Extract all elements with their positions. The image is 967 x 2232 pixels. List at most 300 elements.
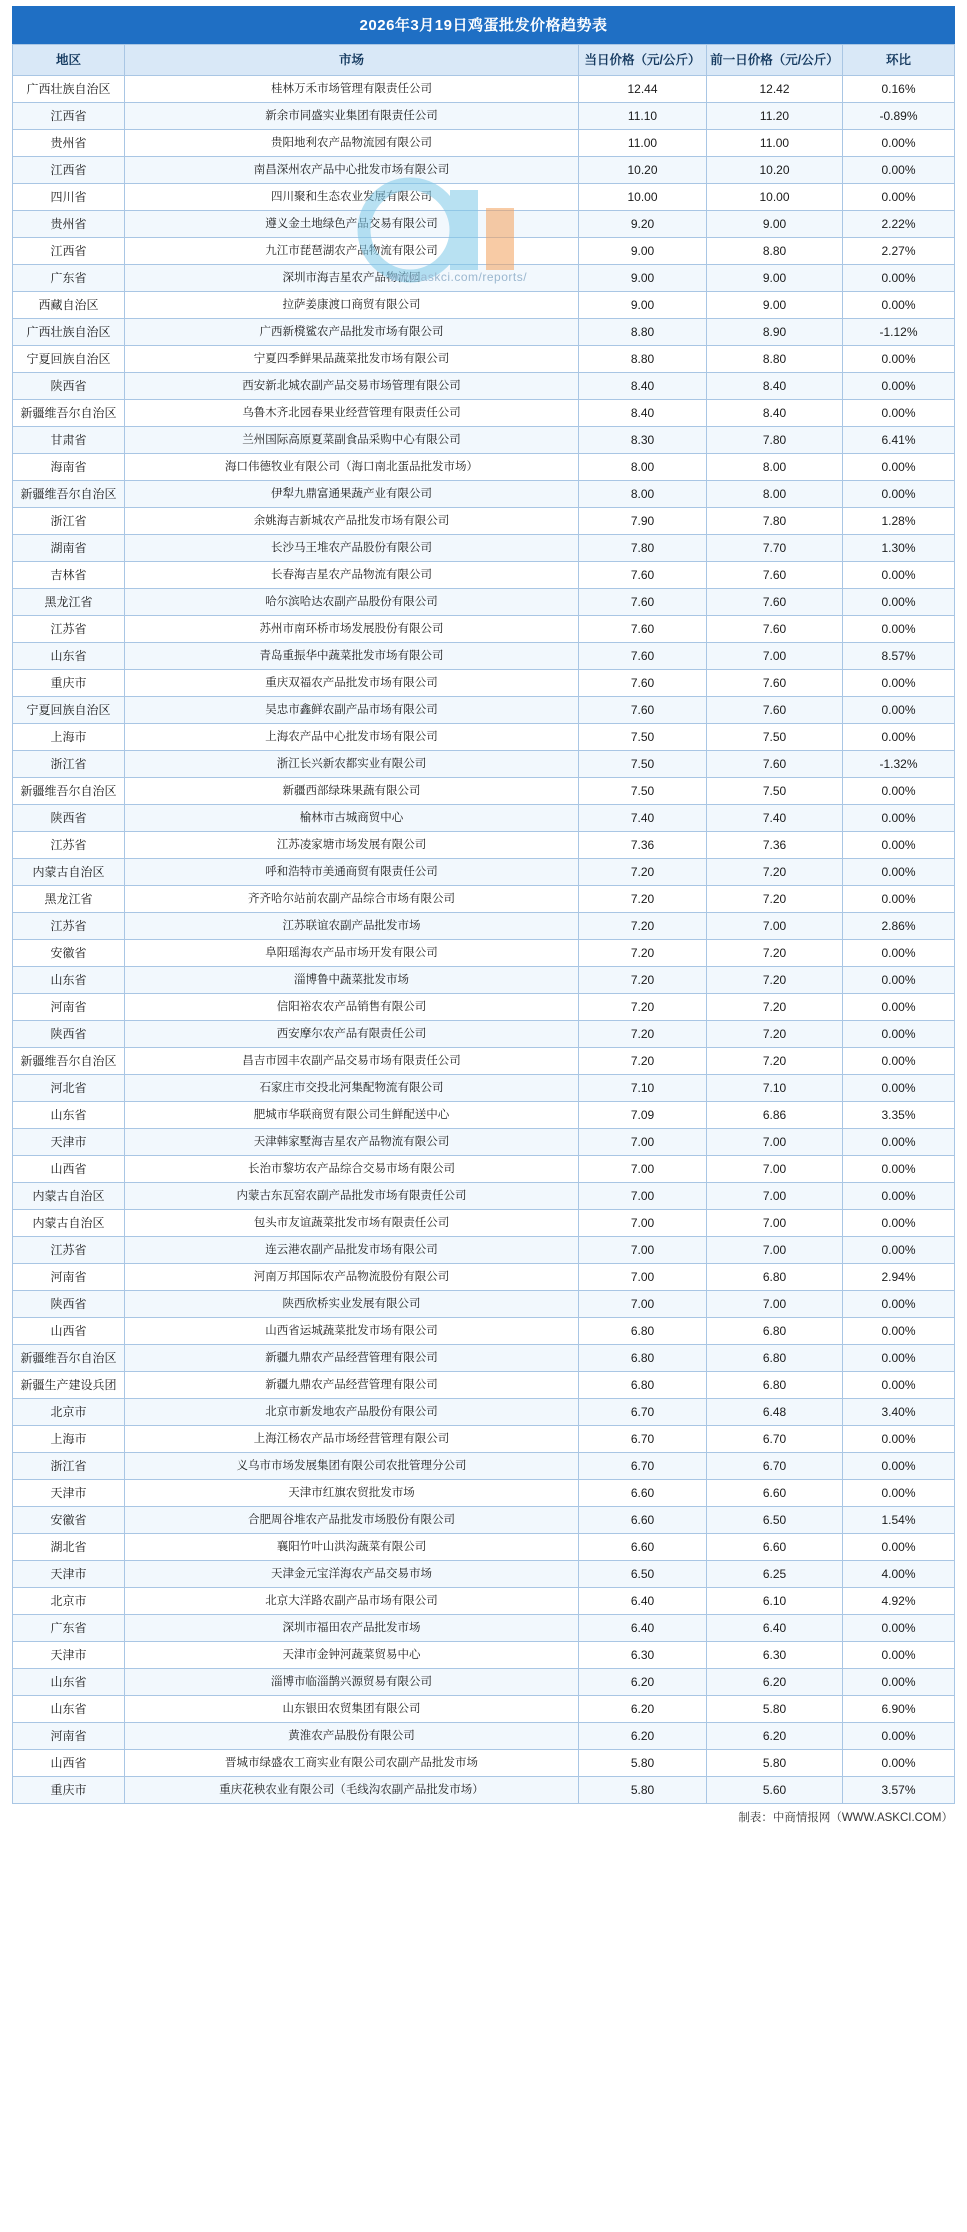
- table-row: [13, 616, 955, 643]
- cell-market: 石家庄市交投北河集配物流有限公司: [125, 1075, 579, 1102]
- cell-market: 乌鲁木齐北园春果业经营管理有限责任公司: [125, 400, 579, 427]
- table-row: [13, 913, 955, 940]
- cell-market: 拉萨姜康渡口商贸有限公司: [125, 292, 579, 319]
- cell-market: 贵阳地利农产品物流园有限公司: [125, 130, 579, 157]
- cell-region: 北京市: [13, 1588, 125, 1615]
- cell-region: 江西省: [13, 157, 125, 184]
- table-row: [13, 1318, 955, 1345]
- table-row: [13, 643, 955, 670]
- cell-region: 山西省: [13, 1750, 125, 1777]
- cell-previous-price: 7.60: [707, 616, 843, 643]
- cell-market: 北京大洋路农副产品市场有限公司: [125, 1588, 579, 1615]
- table-row: [13, 508, 955, 535]
- cell-chain-ratio: 1.30%: [843, 535, 955, 562]
- cell-market: 长春海吉星农产品物流有限公司: [125, 562, 579, 589]
- cell-chain-ratio: 0.00%: [843, 1453, 955, 1480]
- cell-previous-price: 7.80: [707, 508, 843, 535]
- cell-chain-ratio: 3.40%: [843, 1399, 955, 1426]
- table-row: [13, 1507, 955, 1534]
- cell-region: 广东省: [13, 265, 125, 292]
- table-row: [13, 238, 955, 265]
- cell-previous-price: 8.40: [707, 400, 843, 427]
- cell-market: 深圳市海吉星农产品物流园: [125, 265, 579, 292]
- cell-today-price: 8.40: [579, 400, 707, 427]
- cell-market: 河南万邦国际农产品物流股份有限公司: [125, 1264, 579, 1291]
- table-row: [13, 373, 955, 400]
- cell-market: 呼和浩特市美通商贸有限责任公司: [125, 859, 579, 886]
- cell-previous-price: 5.60: [707, 1777, 843, 1804]
- cell-previous-price: 11.00: [707, 130, 843, 157]
- cell-today-price: 6.50: [579, 1561, 707, 1588]
- cell-region: 湖南省: [13, 535, 125, 562]
- cell-market: 北京市新发地农产品股份有限公司: [125, 1399, 579, 1426]
- cell-region: 江苏省: [13, 1237, 125, 1264]
- table-row: [13, 1156, 955, 1183]
- cell-chain-ratio: -1.12%: [843, 319, 955, 346]
- cell-today-price: 6.40: [579, 1588, 707, 1615]
- cell-today-price: 7.00: [579, 1237, 707, 1264]
- cell-market: 上海农产品中心批发市场有限公司: [125, 724, 579, 751]
- cell-chain-ratio: 0.00%: [843, 1534, 955, 1561]
- cell-previous-price: 10.20: [707, 157, 843, 184]
- cell-region: 广西壮族自治区: [13, 76, 125, 103]
- cell-today-price: 6.20: [579, 1669, 707, 1696]
- cell-chain-ratio: 4.00%: [843, 1561, 955, 1588]
- cell-chain-ratio: 2.94%: [843, 1264, 955, 1291]
- cell-region: 天津市: [13, 1129, 125, 1156]
- cell-today-price: 8.30: [579, 427, 707, 454]
- cell-chain-ratio: 0.00%: [843, 1750, 955, 1777]
- column-header-chain-ratio: 环比: [843, 45, 955, 76]
- cell-previous-price: 7.10: [707, 1075, 843, 1102]
- cell-chain-ratio: 0.00%: [843, 1021, 955, 1048]
- table-row: [13, 1642, 955, 1669]
- table-row: [13, 724, 955, 751]
- cell-today-price: 6.60: [579, 1480, 707, 1507]
- cell-today-price: 10.00: [579, 184, 707, 211]
- cell-today-price: 11.00: [579, 130, 707, 157]
- table-row: [13, 1102, 955, 1129]
- table-row: [13, 1075, 955, 1102]
- cell-today-price: 6.20: [579, 1723, 707, 1750]
- cell-previous-price: 7.20: [707, 859, 843, 886]
- cell-region: 河南省: [13, 994, 125, 1021]
- cell-region: 黑龙江省: [13, 886, 125, 913]
- cell-previous-price: 7.20: [707, 967, 843, 994]
- column-header-today-price: 当日价格（元/公斤）: [579, 45, 707, 76]
- cell-market: 山西省运城蔬菜批发市场有限公司: [125, 1318, 579, 1345]
- cell-chain-ratio: 3.57%: [843, 1777, 955, 1804]
- cell-chain-ratio: 0.00%: [843, 832, 955, 859]
- table-row: [13, 994, 955, 1021]
- cell-today-price: 9.00: [579, 238, 707, 265]
- cell-chain-ratio: 0.00%: [843, 940, 955, 967]
- cell-market: 齐齐哈尔站前农副产品综合市场有限公司: [125, 886, 579, 913]
- table-row: [13, 1777, 955, 1804]
- cell-market: 肥城市华联商贸有限公司生鲜配送中心: [125, 1102, 579, 1129]
- cell-market: 广西新櫈鲨农产品批发市场有限公司: [125, 319, 579, 346]
- table-row: [13, 1291, 955, 1318]
- cell-previous-price: 9.00: [707, 292, 843, 319]
- cell-today-price: 7.20: [579, 859, 707, 886]
- cell-market: 新余市同盛实业集团有限责任公司: [125, 103, 579, 130]
- table-row: [13, 1237, 955, 1264]
- cell-chain-ratio: 0.00%: [843, 670, 955, 697]
- cell-market: 合肥周谷堆农产品批发市场股份有限公司: [125, 1507, 579, 1534]
- cell-chain-ratio: 1.54%: [843, 1507, 955, 1534]
- cell-previous-price: 6.40: [707, 1615, 843, 1642]
- cell-market: 浙江长兴新农都实业有限公司: [125, 751, 579, 778]
- cell-previous-price: 6.48: [707, 1399, 843, 1426]
- table-row: [13, 157, 955, 184]
- table-row: [13, 1453, 955, 1480]
- cell-chain-ratio: 0.00%: [843, 157, 955, 184]
- cell-market: 新疆九鼎农产品经营管理有限公司: [125, 1372, 579, 1399]
- cell-previous-price: 7.00: [707, 1129, 843, 1156]
- cell-region: 甘肃省: [13, 427, 125, 454]
- cell-previous-price: 7.80: [707, 427, 843, 454]
- cell-region: 新疆生产建设兵团: [13, 1372, 125, 1399]
- cell-region: 山东省: [13, 1102, 125, 1129]
- cell-chain-ratio: 4.92%: [843, 1588, 955, 1615]
- cell-chain-ratio: 0.00%: [843, 589, 955, 616]
- table-row: [13, 967, 955, 994]
- cell-chain-ratio: 0.00%: [843, 1291, 955, 1318]
- cell-market: 新疆九鼎农产品经营管理有限公司: [125, 1345, 579, 1372]
- cell-previous-price: 5.80: [707, 1750, 843, 1777]
- cell-region: 河南省: [13, 1723, 125, 1750]
- cell-region: 河北省: [13, 1075, 125, 1102]
- cell-market: 桂林万禾市场管理有限责任公司: [125, 76, 579, 103]
- table-row: [13, 589, 955, 616]
- cell-today-price: 7.50: [579, 778, 707, 805]
- cell-region: 新疆维吾尔自治区: [13, 1345, 125, 1372]
- cell-region: 天津市: [13, 1642, 125, 1669]
- cell-today-price: 5.80: [579, 1750, 707, 1777]
- table-footer-note: 制表：中商情报网（WWW.ASKCI.COM）: [738, 1812, 953, 1824]
- cell-chain-ratio: 0.00%: [843, 1345, 955, 1372]
- cell-today-price: 7.00: [579, 1183, 707, 1210]
- cell-previous-price: 7.20: [707, 1021, 843, 1048]
- page-title: 2026年3月19日鸡蛋批发价格趋势表: [12, 6, 955, 44]
- table-row: [13, 1750, 955, 1777]
- cell-region: 西藏自治区: [13, 292, 125, 319]
- table-row: [13, 1696, 955, 1723]
- cell-region: 安徽省: [13, 1507, 125, 1534]
- table-row: [13, 1723, 955, 1750]
- cell-today-price: 7.00: [579, 1129, 707, 1156]
- cell-today-price: 7.20: [579, 886, 707, 913]
- table-row: [13, 670, 955, 697]
- cell-previous-price: 11.20: [707, 103, 843, 130]
- cell-region: 新疆维吾尔自治区: [13, 481, 125, 508]
- cell-chain-ratio: 0.00%: [843, 1237, 955, 1264]
- cell-today-price: 7.60: [579, 643, 707, 670]
- cell-market: 义乌市市场发展集团有限公司农批管理分公司: [125, 1453, 579, 1480]
- cell-market: 天津市红旗农贸批发市场: [125, 1480, 579, 1507]
- cell-region: 重庆市: [13, 1777, 125, 1804]
- cell-today-price: 8.80: [579, 319, 707, 346]
- table-row: [13, 1372, 955, 1399]
- cell-region: 陕西省: [13, 1021, 125, 1048]
- cell-previous-price: 6.30: [707, 1642, 843, 1669]
- egg-price-table: [12, 44, 955, 1804]
- cell-today-price: 7.20: [579, 994, 707, 1021]
- cell-chain-ratio: 0.00%: [843, 1156, 955, 1183]
- cell-market: 天津市金钟河蔬菜贸易中心: [125, 1642, 579, 1669]
- cell-previous-price: 8.80: [707, 238, 843, 265]
- cell-previous-price: 8.90: [707, 319, 843, 346]
- cell-previous-price: 7.60: [707, 562, 843, 589]
- cell-previous-price: 7.00: [707, 643, 843, 670]
- table-row: [13, 454, 955, 481]
- cell-today-price: 6.60: [579, 1534, 707, 1561]
- cell-previous-price: 6.70: [707, 1426, 843, 1453]
- table-row: [13, 886, 955, 913]
- cell-today-price: 6.80: [579, 1372, 707, 1399]
- cell-region: 北京市: [13, 1399, 125, 1426]
- table-row: [13, 1183, 955, 1210]
- table-row: [13, 751, 955, 778]
- cell-region: 河南省: [13, 1264, 125, 1291]
- table-row: [13, 130, 955, 157]
- cell-market: 吴忠市鑫鲜农副产品市场有限公司: [125, 697, 579, 724]
- cell-previous-price: 6.20: [707, 1723, 843, 1750]
- cell-region: 江苏省: [13, 913, 125, 940]
- table-row: [13, 427, 955, 454]
- cell-region: 江西省: [13, 238, 125, 265]
- table-row: [13, 76, 955, 103]
- cell-region: 广西壮族自治区: [13, 319, 125, 346]
- column-header-previous-price: 前一日价格（元/公斤）: [707, 45, 843, 76]
- table-row: [13, 103, 955, 130]
- cell-market: 兰州国际高原夏菜副食品采购中心有限公司: [125, 427, 579, 454]
- table-row: [13, 535, 955, 562]
- cell-market: 遵义金土地绿色产品交易有限公司: [125, 211, 579, 238]
- cell-previous-price: 6.20: [707, 1669, 843, 1696]
- cell-chain-ratio: 6.41%: [843, 427, 955, 454]
- table-row: [13, 211, 955, 238]
- cell-previous-price: 9.00: [707, 211, 843, 238]
- cell-today-price: 6.80: [579, 1318, 707, 1345]
- cell-chain-ratio: 2.22%: [843, 211, 955, 238]
- cell-previous-price: 7.00: [707, 1156, 843, 1183]
- cell-previous-price: 7.20: [707, 886, 843, 913]
- cell-chain-ratio: 8.57%: [843, 643, 955, 670]
- cell-market: 江苏凌家塘市场发展有限公司: [125, 832, 579, 859]
- cell-today-price: 7.80: [579, 535, 707, 562]
- cell-region: 天津市: [13, 1480, 125, 1507]
- cell-today-price: 8.40: [579, 373, 707, 400]
- cell-previous-price: 5.80: [707, 1696, 843, 1723]
- cell-region: 浙江省: [13, 1453, 125, 1480]
- column-header-region: 地区: [13, 45, 125, 76]
- column-header-market: 市场: [125, 45, 579, 76]
- cell-previous-price: 6.25: [707, 1561, 843, 1588]
- cell-today-price: 5.80: [579, 1777, 707, 1804]
- table-row: [13, 1021, 955, 1048]
- table-row: [13, 1561, 955, 1588]
- cell-chain-ratio: 0.00%: [843, 1372, 955, 1399]
- cell-previous-price: 7.60: [707, 589, 843, 616]
- cell-chain-ratio: 0.00%: [843, 778, 955, 805]
- cell-market: 重庆花秧农业有限公司（毛线沟农副产品批发市场）: [125, 1777, 579, 1804]
- cell-market: 山东银田农贸集团有限公司: [125, 1696, 579, 1723]
- cell-today-price: 6.30: [579, 1642, 707, 1669]
- table-row: [13, 697, 955, 724]
- table-row: [13, 805, 955, 832]
- cell-previous-price: 7.00: [707, 1291, 843, 1318]
- table-row: [13, 1129, 955, 1156]
- cell-today-price: 7.20: [579, 913, 707, 940]
- cell-chain-ratio: 0.00%: [843, 346, 955, 373]
- cell-market: 宁夏四季鲜果品蔬菜批发市场有限公司: [125, 346, 579, 373]
- cell-market: 淄博市临淄鹊兴源贸易有限公司: [125, 1669, 579, 1696]
- cell-market: 苏州市南环桥市场发展股份有限公司: [125, 616, 579, 643]
- cell-chain-ratio: 2.27%: [843, 238, 955, 265]
- table-row: [13, 1426, 955, 1453]
- table-row: [13, 481, 955, 508]
- cell-market: 南昌深州农产品中心批发市场有限公司: [125, 157, 579, 184]
- cell-previous-price: 7.20: [707, 994, 843, 1021]
- table-header-row: [13, 45, 955, 76]
- table-row: [13, 1399, 955, 1426]
- cell-today-price: 7.60: [579, 562, 707, 589]
- cell-previous-price: 9.00: [707, 265, 843, 292]
- cell-chain-ratio: 0.00%: [843, 994, 955, 1021]
- cell-chain-ratio: -0.89%: [843, 103, 955, 130]
- cell-today-price: 6.40: [579, 1615, 707, 1642]
- cell-chain-ratio: 0.00%: [843, 454, 955, 481]
- cell-previous-price: 7.70: [707, 535, 843, 562]
- cell-chain-ratio: 6.90%: [843, 1696, 955, 1723]
- cell-region: 内蒙古自治区: [13, 859, 125, 886]
- table-row: [13, 1615, 955, 1642]
- watermark-url: www.askci.com/reports/: [390, 270, 528, 284]
- cell-today-price: 7.20: [579, 940, 707, 967]
- table-row: [13, 1345, 955, 1372]
- cell-previous-price: 6.50: [707, 1507, 843, 1534]
- cell-region: 吉林省: [13, 562, 125, 589]
- table-row: [13, 940, 955, 967]
- table-row: [13, 1669, 955, 1696]
- table-row: [13, 292, 955, 319]
- table-row: [13, 1048, 955, 1075]
- cell-chain-ratio: 0.00%: [843, 1183, 955, 1210]
- cell-chain-ratio: 0.00%: [843, 886, 955, 913]
- cell-region: 天津市: [13, 1561, 125, 1588]
- cell-market: 伊犁九鼎富通果蔬产业有限公司: [125, 481, 579, 508]
- cell-region: 宁夏回族自治区: [13, 346, 125, 373]
- cell-region: 四川省: [13, 184, 125, 211]
- cell-previous-price: 7.00: [707, 1183, 843, 1210]
- cell-market: 上海江杨农产品市场经营管理有限公司: [125, 1426, 579, 1453]
- cell-market: 江苏联谊农副产品批发市场: [125, 913, 579, 940]
- cell-market: 海口伟德牧业有限公司（海口南北蛋品批发市场）: [125, 454, 579, 481]
- cell-today-price: 9.00: [579, 265, 707, 292]
- cell-today-price: 7.60: [579, 616, 707, 643]
- cell-previous-price: 6.60: [707, 1534, 843, 1561]
- cell-market: 九江市琵琶湖农产品物流有限公司: [125, 238, 579, 265]
- cell-today-price: 7.60: [579, 670, 707, 697]
- cell-market: 深圳市福田农产品批发市场: [125, 1615, 579, 1642]
- table-row: [13, 562, 955, 589]
- cell-market: 长治市黎坊农产品综合交易市场有限公司: [125, 1156, 579, 1183]
- cell-today-price: 8.00: [579, 481, 707, 508]
- cell-previous-price: 7.36: [707, 832, 843, 859]
- cell-chain-ratio: 0.00%: [843, 616, 955, 643]
- cell-previous-price: 7.50: [707, 724, 843, 751]
- cell-chain-ratio: 0.00%: [843, 1048, 955, 1075]
- cell-chain-ratio: 0.00%: [843, 1426, 955, 1453]
- cell-previous-price: 7.50: [707, 778, 843, 805]
- cell-today-price: 7.20: [579, 1048, 707, 1075]
- cell-today-price: 7.50: [579, 724, 707, 751]
- cell-chain-ratio: 0.00%: [843, 184, 955, 211]
- cell-region: 广东省: [13, 1615, 125, 1642]
- cell-region: 山西省: [13, 1156, 125, 1183]
- cell-previous-price: 6.70: [707, 1453, 843, 1480]
- cell-previous-price: 10.00: [707, 184, 843, 211]
- cell-region: 山东省: [13, 967, 125, 994]
- table-row: [13, 346, 955, 373]
- cell-region: 山东省: [13, 1669, 125, 1696]
- cell-region: 贵州省: [13, 211, 125, 238]
- cell-previous-price: 6.10: [707, 1588, 843, 1615]
- table-body: [13, 76, 955, 1804]
- cell-region: 山西省: [13, 1318, 125, 1345]
- cell-chain-ratio: 0.00%: [843, 265, 955, 292]
- cell-market: 哈尔滨哈达农副产品股份有限公司: [125, 589, 579, 616]
- cell-market: 西安摩尔农产品有限责任公司: [125, 1021, 579, 1048]
- cell-market: 信阳裕农农产品销售有限公司: [125, 994, 579, 1021]
- table-row: [13, 319, 955, 346]
- table-row: [13, 265, 955, 292]
- cell-market: 连云港农副产品批发市场有限公司: [125, 1237, 579, 1264]
- cell-previous-price: 7.40: [707, 805, 843, 832]
- cell-today-price: 6.80: [579, 1345, 707, 1372]
- cell-chain-ratio: 0.00%: [843, 967, 955, 994]
- cell-chain-ratio: 0.00%: [843, 400, 955, 427]
- cell-today-price: 7.60: [579, 697, 707, 724]
- cell-market: 四川聚和生态农业发展有限公司: [125, 184, 579, 211]
- cell-region: 黑龙江省: [13, 589, 125, 616]
- cell-market: 重庆双福农产品批发市场有限公司: [125, 670, 579, 697]
- cell-chain-ratio: 2.86%: [843, 913, 955, 940]
- cell-region: 海南省: [13, 454, 125, 481]
- cell-today-price: 6.70: [579, 1426, 707, 1453]
- cell-market: 余姚海吉新城农产品批发市场有限公司: [125, 508, 579, 535]
- cell-today-price: 7.50: [579, 751, 707, 778]
- cell-chain-ratio: 0.00%: [843, 481, 955, 508]
- cell-market: 晋城市绿盛农工商实业有限公司农副产品批发市场: [125, 1750, 579, 1777]
- table-row: [13, 778, 955, 805]
- cell-previous-price: 6.80: [707, 1345, 843, 1372]
- cell-chain-ratio: 0.00%: [843, 1642, 955, 1669]
- cell-today-price: 7.20: [579, 1021, 707, 1048]
- cell-previous-price: 7.00: [707, 1210, 843, 1237]
- cell-previous-price: 6.80: [707, 1372, 843, 1399]
- cell-chain-ratio: 0.00%: [843, 373, 955, 400]
- cell-previous-price: 6.60: [707, 1480, 843, 1507]
- table-row: [13, 1588, 955, 1615]
- cell-market: 昌吉市园丰农副产品交易市场有限责任公司: [125, 1048, 579, 1075]
- cell-today-price: 7.20: [579, 967, 707, 994]
- cell-region: 上海市: [13, 724, 125, 751]
- cell-market: 阜阳瑶海农产品市场开发有限公司: [125, 940, 579, 967]
- cell-previous-price: 6.80: [707, 1264, 843, 1291]
- cell-today-price: 6.70: [579, 1453, 707, 1480]
